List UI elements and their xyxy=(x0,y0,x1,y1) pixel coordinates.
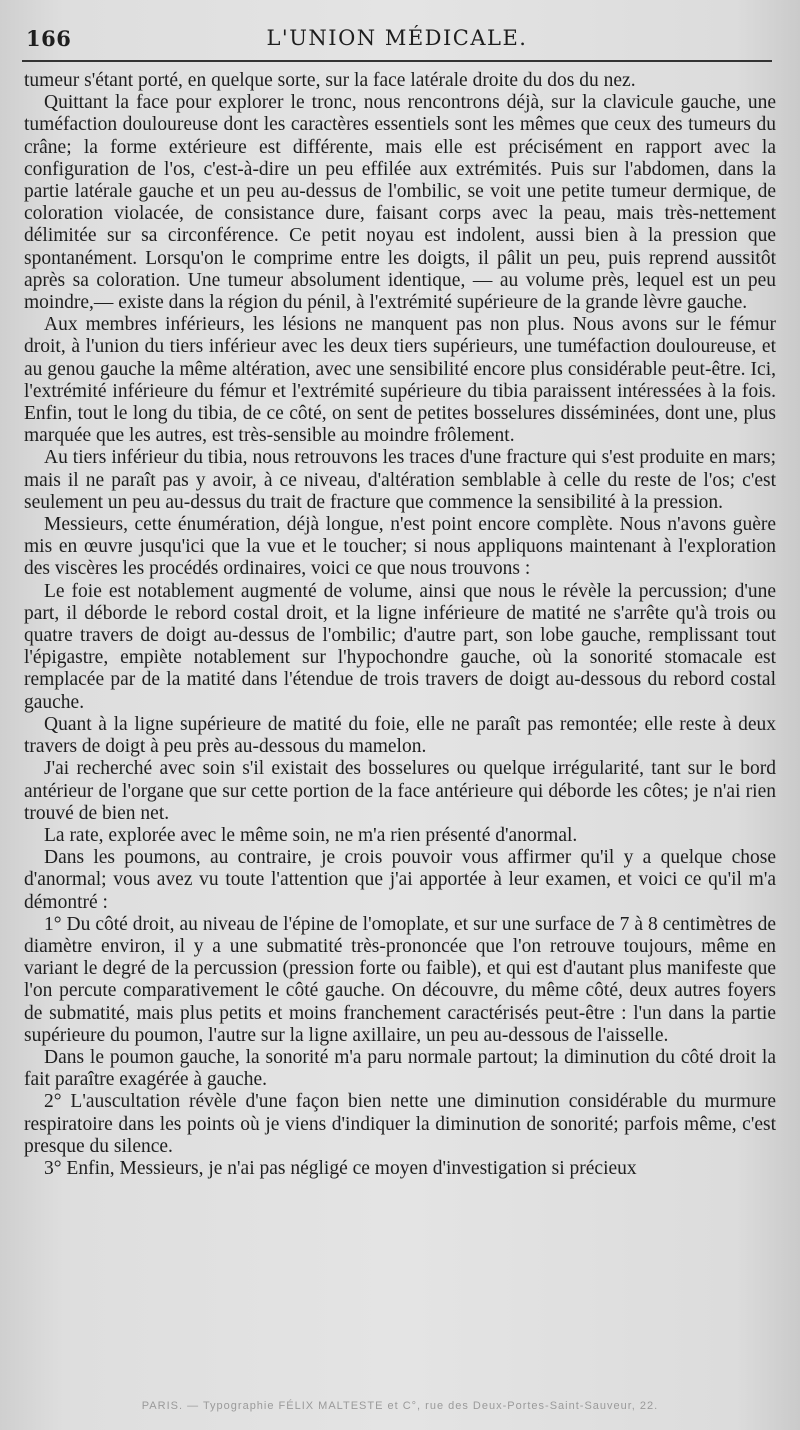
paragraph: Quant à la ligne supérieure de matité du foie, elle ne paraît pas remontée; elle reste à deux travers de doigt à peu près au-dessous du mamelon. xyxy=(24,713,776,758)
paragraph: tumeur s'étant porté, en quelque sorte, sur la face latérale droite du dos du nez. xyxy=(24,70,636,91)
paragraph: Aux membres inférieurs, les lésions ne manquent pas non plus. Nous avons sur le fémur droit, à l'union du tiers inférieur avec les deux tiers supérieurs, une tuméfaction douloureuse, et au genou gauche la même altération, avec une sensibilité encore plus considérable peut-être. Ici, l'extrémité inférieure du fémur et l'extrémité supérieure du tibia paraissent intéressées à la fois. Enfin, tout le long du tibia, de ce côté, on sent de petites bosselures disséminées, dont une, plus marquée que les autres, est très-sensible au moindre frôlement. xyxy=(24,314,776,447)
header-rule xyxy=(22,60,772,62)
running-title: L'UNION MÉDICALE. xyxy=(266,26,528,50)
printer-footer: PARIS. — Typographie FÉLIX MALTESTE et C°, rue des Deux-Portes-Saint-Sauveur, 22. xyxy=(141,1400,659,1412)
page-number: 166 xyxy=(26,26,72,51)
paragraph: Quittant la face pour explorer le tronc, nous rencontrons déjà, sur la clavicule gauche, une tuméfaction douloureuse dont les caractères essentiels sont les mêmes que ceux des tumeurs du crâne; la forme extérieure est différente, mais elle est précisément en rapport avec la configuration de l'os, c'est-à-dire un peu effilée aux extrémités. Puis sur l'abdomen, dans la partie latérale gauche et un peu au-dessus de l'ombilic, se voit une petite tumeur dermique, de coloration violacée, de consistance dure, faisant corps avec la peau, mais très-nettement délimitée sur sa circonférence. Ce petit noyau est indolent, aussi bien à la pression que spontanément. Lorsqu'on le comprime entre les doigts, il pâlit un peu, puis reprend aussitôt après sa coloration. Une tumeur absolument identique, — au volume près, lequel est un peu moindre,— existe dans la région du pénil, à l'extrémité supérieure de la grande lèvre gauche. xyxy=(24,92,776,314)
paragraph: J'ai recherché avec soin s'il existait des bosselures ou quelque irrégularité, tant sur le bord antérieur de l'organe que sur cette portion de la face antérieure qui déborde les côtes; je n'ai rien trouvé de bien net. xyxy=(24,758,776,824)
paragraph: 3° Enfin, Messieurs, je n'ai pas négligé ce moyen d'investigation si précieux xyxy=(44,1157,637,1179)
paragraph: Messieurs, cette énumération, déjà longue, n'est point encore complète. Nous n'avons guère mis en œuvre jusqu'ici que la vue et le toucher; si nous appliquons maintenant à l'exploration des viscères les procédés ordinaires, voici ce que nous trouvons : xyxy=(24,514,776,580)
paragraph: Dans le poumon gauche, la sonorité m'a paru normale partout; la diminution du côté droit la fait paraître exagérée à gauche. xyxy=(24,1046,776,1091)
paragraph: 2° L'auscultation révèle d'une façon bien nette une diminution considérable du murmure respiratoire dans les points où je viens d'indiquer la diminution de sonorité; parfois même, c'est presque du silence. xyxy=(24,1091,776,1157)
paragraph: Au tiers inférieur du tibia, nous retrouvons les traces d'une fracture qui s'est produite en mars; mais il ne paraît pas y avoir, à ce niveau, d'altération semblable à celle du reste de l'os; c'est seulement un peu au-dessus du trait de fracture que commence la sensibilité à la pression. xyxy=(24,447,776,513)
paragraph: Le foie est notablement augmenté de volume, ainsi que nous le révèle la percussion; d'une part, il déborde le rebord costal droit, et la ligne inférieure de matité ne s'arrête qu'à trois ou quatre travers de doigt au-dessus de l'ombilic; d'autre part, son lobe gauche, remplissant tout l'épigastre, empiète notablement sur l'hypochondre gauche, où la sonorité stomacale est remplacée par de la matité dans l'étendue de trois travers de doigt au-dessous du rebord costal gauche. xyxy=(24,580,776,713)
paragraph: La rate, explorée avec le même soin, ne m'a rien présenté d'anormal. xyxy=(44,824,578,846)
paragraph: Dans les poumons, au contraire, je crois pouvoir vous affirmer qu'il y a quelque chose d'anormal; vous avez vu toute l'attention que j'ai apportée à leur examen, et voici ce qu'il m'a démontré : xyxy=(24,847,776,913)
body-text xyxy=(24,70,776,1180)
page-header xyxy=(24,18,770,54)
paragraph: 1° Du côté droit, au niveau de l'épine de l'omoplate, et sur une surface de 7 à 8 centimètres de diamètre environ, il y a une submatité très-prononcée que l'on retrouve toujours, même en variant le degré de la percussion (pression forte ou faible), et qui est d'autant plus manifeste que l'on percute comparativement le côté gauche. On découvre, du même côté, deux autres foyers de submatité, mais plus petits et moins franchement caractérisés peut-être : l'un dans la partie supérieure du poumon, l'autre sur la ligne axillaire, un peu au-dessous de l'aisselle. xyxy=(24,913,776,1046)
